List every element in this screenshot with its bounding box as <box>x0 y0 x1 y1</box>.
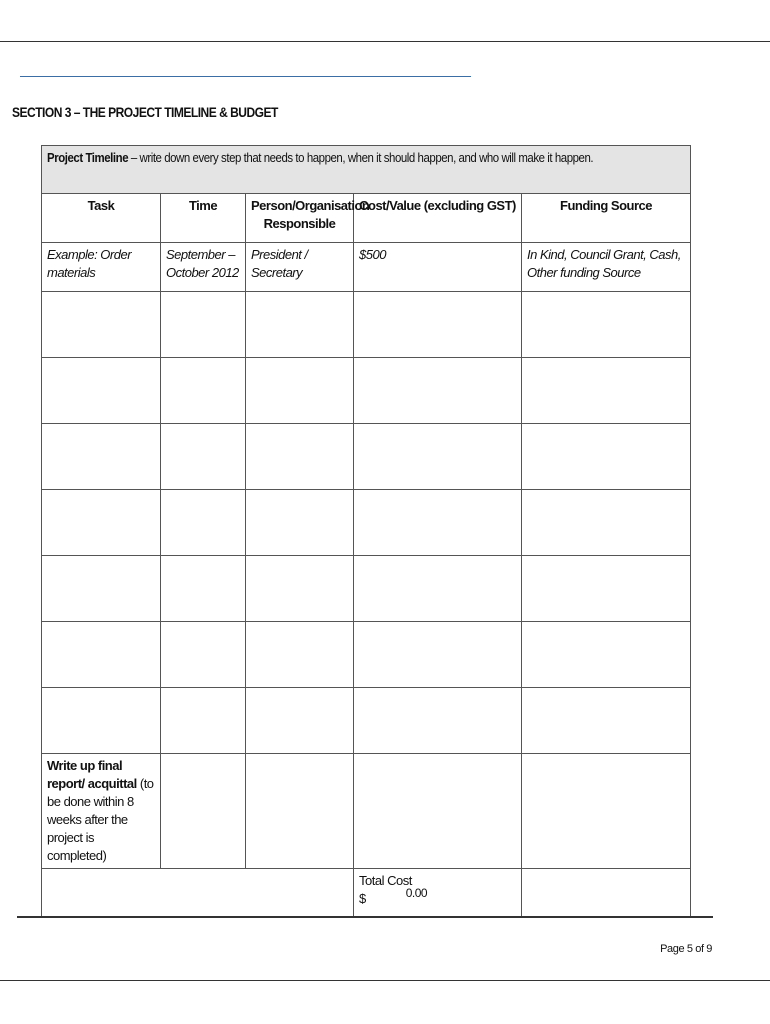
task-cell[interactable] <box>42 292 161 358</box>
time-cell[interactable] <box>161 424 246 490</box>
person-cell[interactable] <box>246 556 354 622</box>
example-row <box>42 243 691 292</box>
header-cost: Cost/Value (excluding GST) <box>354 194 522 243</box>
table-intro <box>42 146 691 194</box>
table-header-row <box>42 194 691 243</box>
task-cell[interactable] <box>42 358 161 424</box>
cost-cell[interactable] <box>354 424 522 490</box>
funding-cell[interactable] <box>522 358 691 424</box>
final-report-row <box>42 754 691 869</box>
header-time: Time <box>161 194 246 243</box>
table-row <box>42 292 691 358</box>
time-cell[interactable] <box>161 622 246 688</box>
cost-cell[interactable] <box>354 754 522 869</box>
header-rule <box>0 41 770 42</box>
time-cell[interactable] <box>161 358 246 424</box>
example-person: President / Secretary <box>246 243 354 292</box>
blue-underline-rule <box>20 76 471 77</box>
cost-cell[interactable] <box>354 688 522 754</box>
table-row <box>42 358 691 424</box>
person-cell[interactable] <box>246 688 354 754</box>
page-number: Page 5 of 9 <box>660 943 712 955</box>
task-cell[interactable] <box>42 424 161 490</box>
task-cell[interactable] <box>42 622 161 688</box>
section-title: SECTION 3 – THE PROJECT TIMELINE & BUDGET <box>12 104 278 120</box>
person-cell[interactable] <box>246 292 354 358</box>
person-cell[interactable] <box>246 424 354 490</box>
task-cell[interactable] <box>42 688 161 754</box>
funding-cell[interactable] <box>522 490 691 556</box>
table-row <box>42 556 691 622</box>
total-currency: $ <box>359 891 366 906</box>
total-funding-cell[interactable] <box>522 869 691 918</box>
funding-cell[interactable] <box>522 688 691 754</box>
task-cell[interactable] <box>42 556 161 622</box>
time-cell[interactable] <box>161 556 246 622</box>
example-time: September – October 2012 <box>161 243 246 292</box>
example-funding: In Kind, Council Grant, Cash, Other funding Source <box>522 243 691 292</box>
time-cell[interactable] <box>161 688 246 754</box>
time-cell[interactable] <box>161 490 246 556</box>
task-cell[interactable] <box>42 490 161 556</box>
cost-cell[interactable] <box>354 556 522 622</box>
table-row <box>42 688 691 754</box>
person-cell[interactable] <box>246 358 354 424</box>
cost-cell[interactable] <box>354 292 522 358</box>
time-cell[interactable] <box>161 292 246 358</box>
final-task-rest: (to be done within 8 weeks after the project is completed) <box>47 776 154 863</box>
person-cell[interactable] <box>246 490 354 556</box>
table-row <box>42 490 691 556</box>
total-spacer-cell <box>42 869 354 918</box>
total-row <box>42 869 691 918</box>
project-timeline-table <box>41 145 691 918</box>
header-task: Task <box>42 194 161 243</box>
total-cost-label: Total Cost <box>359 873 412 888</box>
person-cell[interactable] <box>246 622 354 688</box>
intro-text: – write down every step that needs to happen, when it should happen, and who will make it happen. <box>128 150 594 165</box>
table-row <box>42 424 691 490</box>
cost-cell[interactable] <box>354 622 522 688</box>
header-person: Person/Organisation Responsible <box>246 194 354 243</box>
intro-label: Project Timeline <box>47 150 129 165</box>
final-task-cell <box>42 754 161 869</box>
funding-cell[interactable] <box>522 754 691 869</box>
funding-cell[interactable] <box>522 292 691 358</box>
total-cost-cell[interactable] <box>354 869 522 918</box>
person-cell[interactable] <box>246 754 354 869</box>
total-cost-value: 0.00 <box>405 886 428 900</box>
final-task-bold: Write up final report/ acquittal <box>47 758 137 791</box>
cost-cell[interactable] <box>354 490 522 556</box>
footer-rule <box>17 916 713 918</box>
table-row <box>42 622 691 688</box>
page-bottom-rule <box>0 980 770 981</box>
cost-cell[interactable] <box>354 358 522 424</box>
example-task: Example: Order materials <box>42 243 161 292</box>
funding-cell[interactable] <box>522 622 691 688</box>
header-funding: Funding Source <box>522 194 691 243</box>
time-cell[interactable] <box>161 754 246 869</box>
funding-cell[interactable] <box>522 424 691 490</box>
funding-cell[interactable] <box>522 556 691 622</box>
example-cost: $500 <box>354 243 522 292</box>
